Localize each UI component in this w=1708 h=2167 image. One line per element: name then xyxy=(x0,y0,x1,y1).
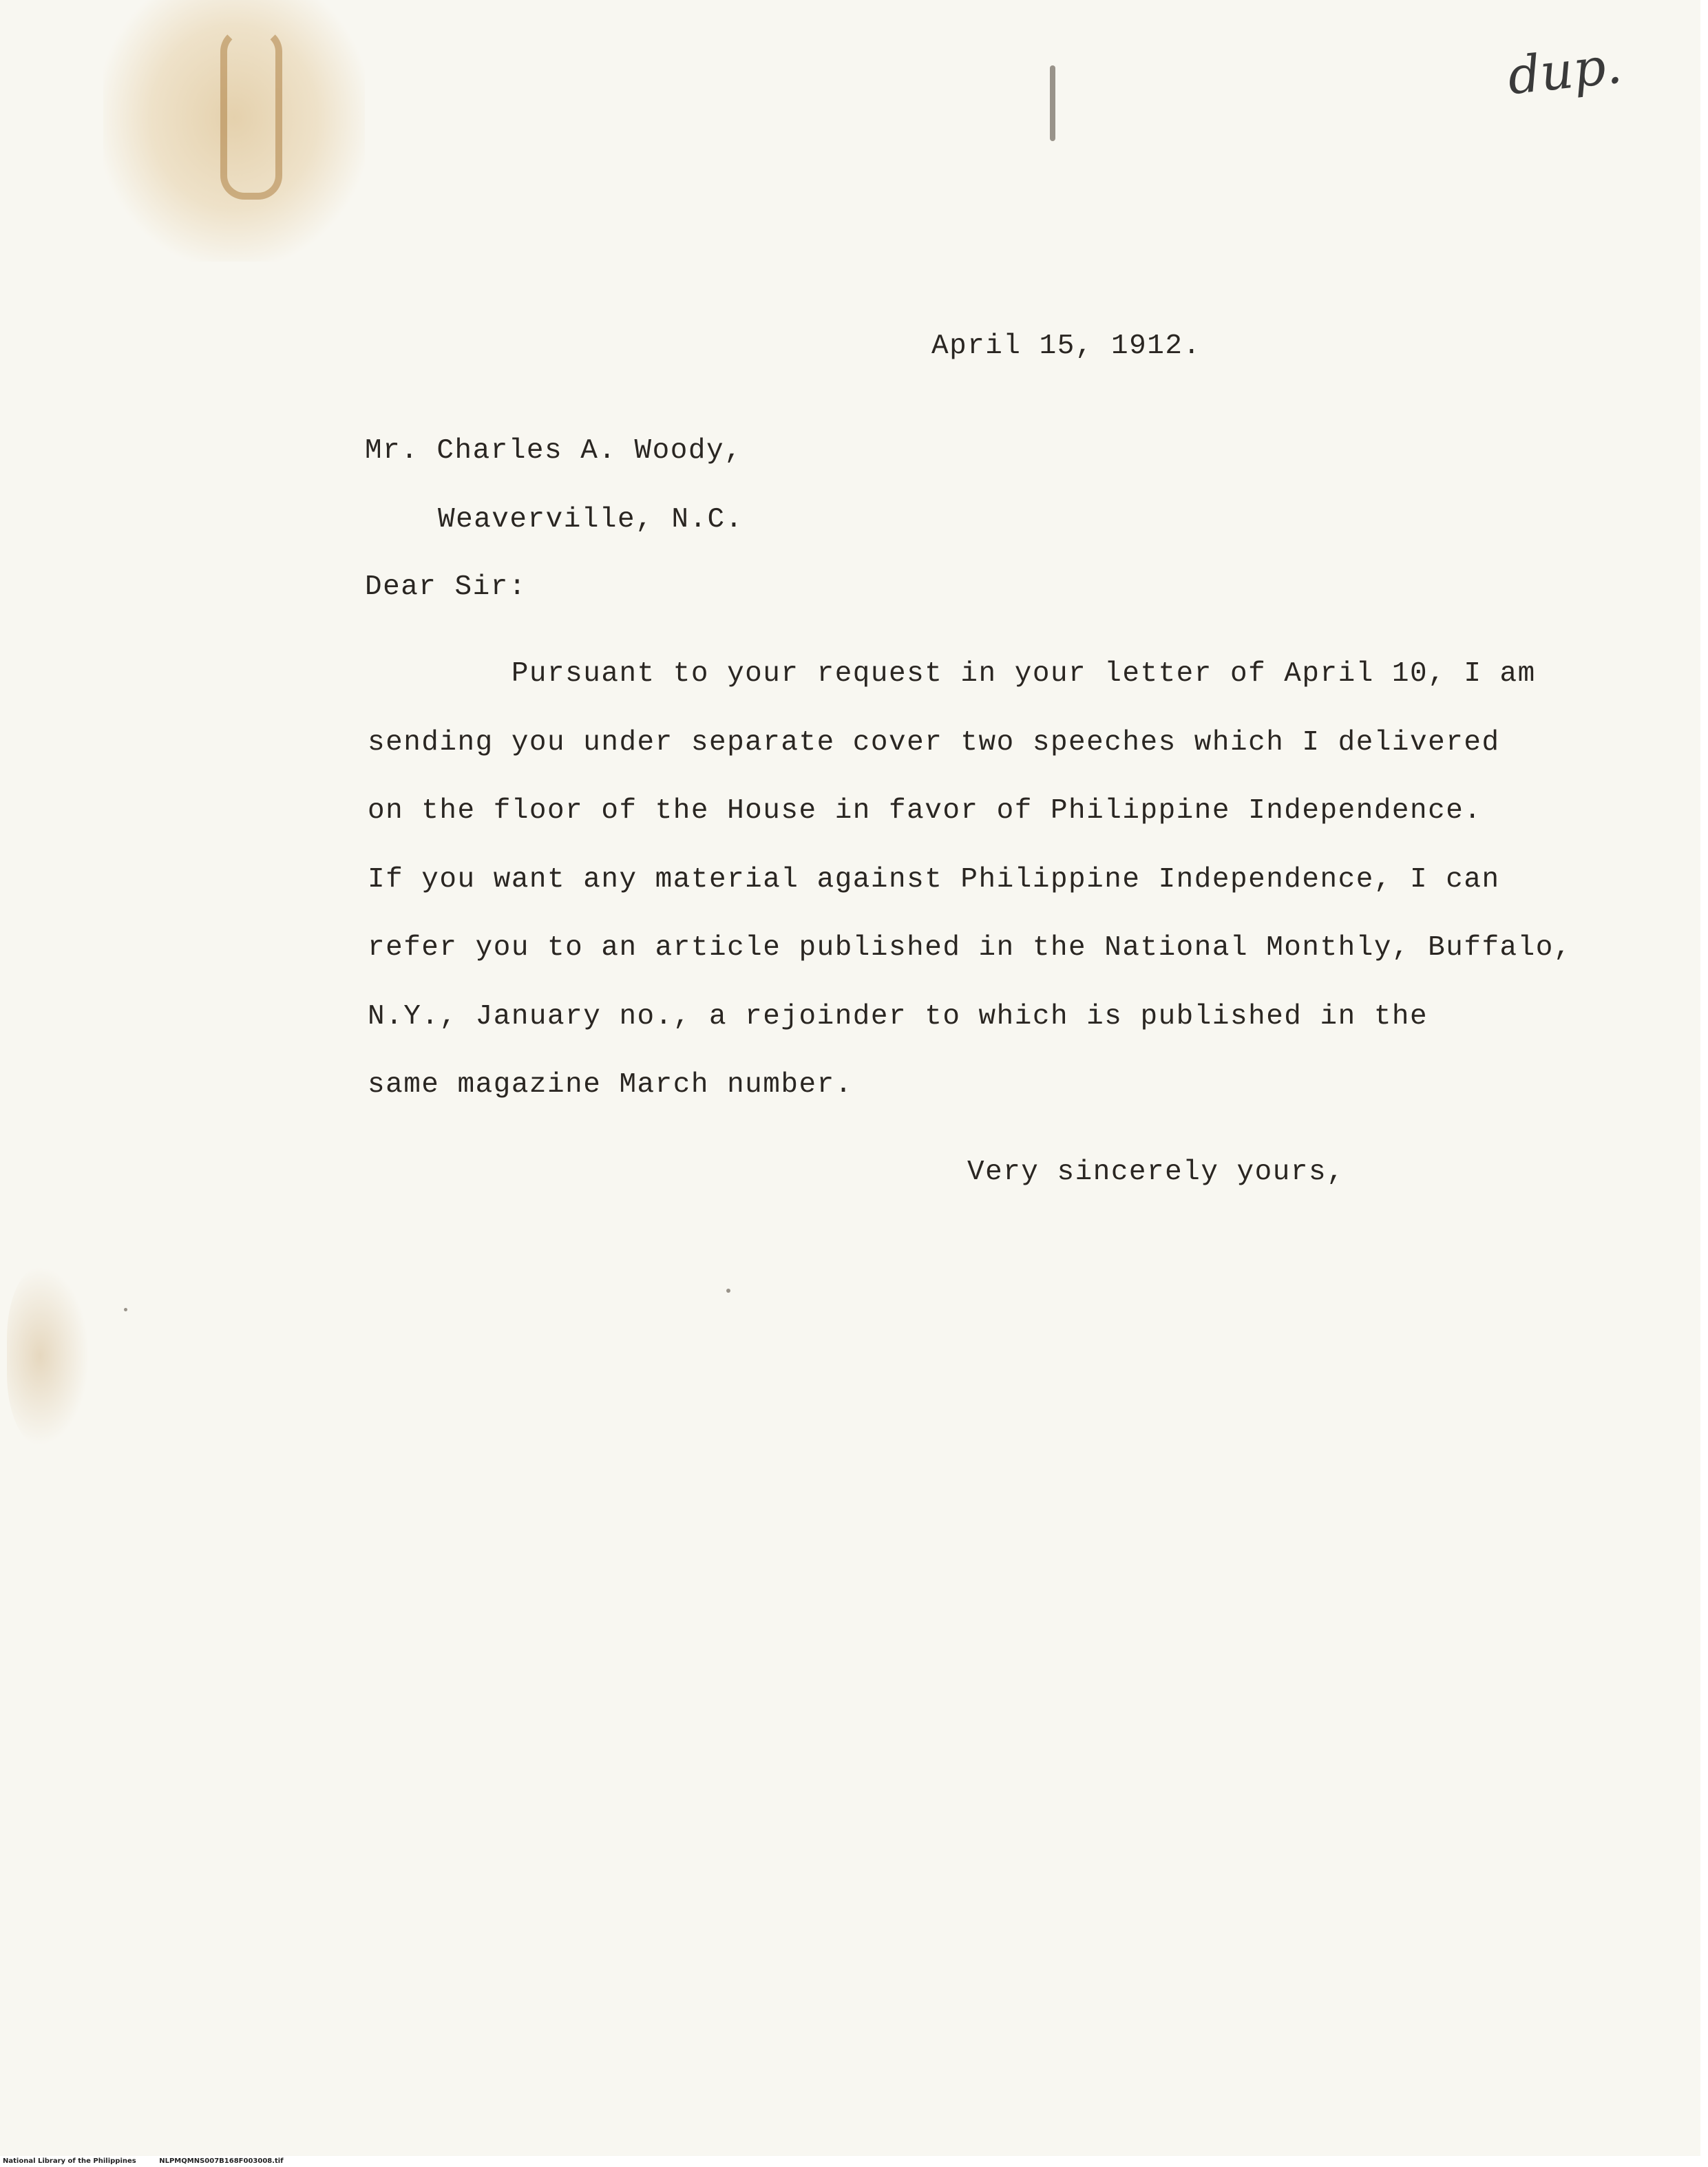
body-line: sending you under separate cover two speeches which I delivered xyxy=(368,726,1500,759)
ink-speck xyxy=(1050,65,1055,141)
body-line: Pursuant to your request in your letter of April 10, I am xyxy=(368,658,1536,690)
closing: Very sincerely yours, xyxy=(967,1156,1345,1188)
paperclip-rust-mark xyxy=(220,28,282,200)
recipient-location: Weaverville, N.C. xyxy=(438,504,744,536)
edge-stain xyxy=(7,1267,89,1446)
footer-filename: NLPMQMNS007B168F003008.tif xyxy=(159,2157,284,2165)
body-line: same magazine March number. xyxy=(368,1069,853,1101)
body-line: refer you to an article published in the National Monthly, Buffalo, xyxy=(368,932,1572,964)
ink-speck xyxy=(726,1289,730,1293)
letter-body xyxy=(368,640,1572,1120)
recipient-name: Mr. Charles A. Woody, xyxy=(365,435,743,467)
handwritten-note: dup. xyxy=(1504,35,1625,107)
footer-institution: National Library of the Philippines xyxy=(3,2157,136,2165)
ink-speck xyxy=(124,1308,127,1311)
letter-date: April 15, 1912. xyxy=(931,330,1201,362)
scan-footer xyxy=(0,2156,1708,2167)
body-line: If you want any material against Philippine Independence, I can xyxy=(368,863,1500,896)
body-line: on the floor of the House in favor of Philippine Independence. xyxy=(368,795,1482,827)
salutation: Dear Sir: xyxy=(365,571,527,603)
body-line: N.Y., January no., a rejoinder to which is published in the xyxy=(368,1000,1428,1033)
